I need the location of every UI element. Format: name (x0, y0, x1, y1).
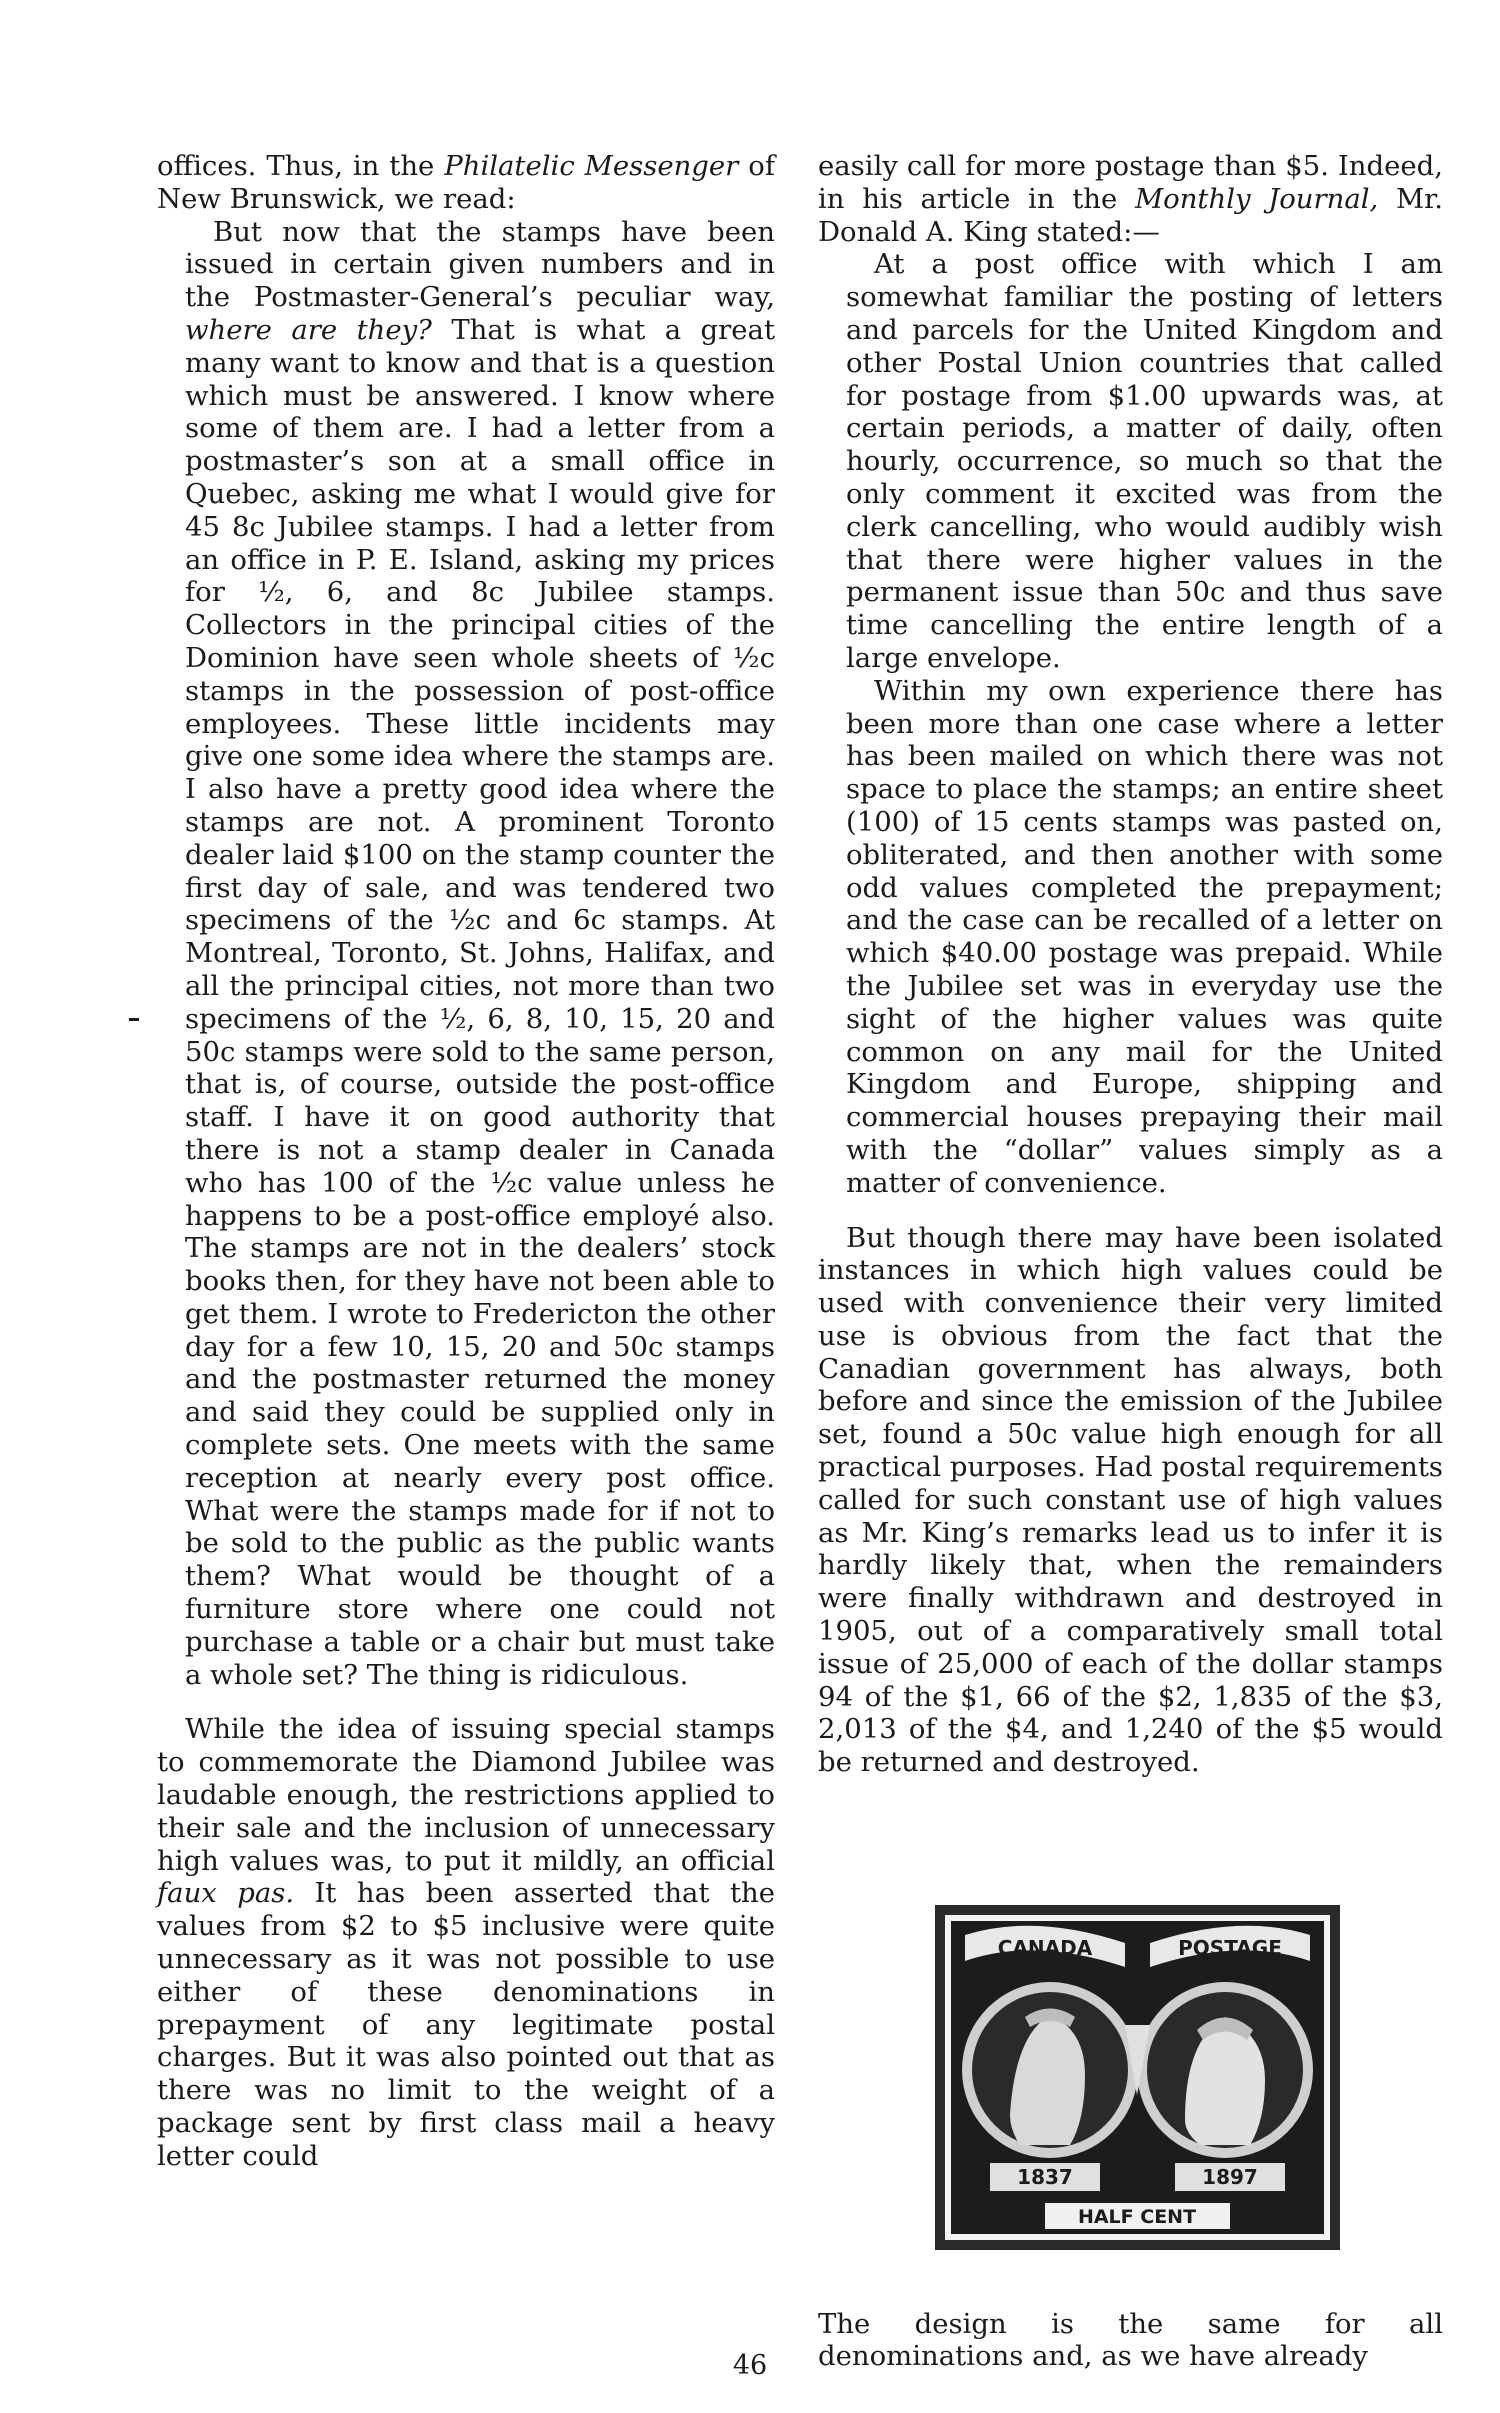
block-quote-king-2: Within my own experience there has been more than one case where a letter has been mailed on which there was not space to place the stamps; an entire sheet (100) of 15 cents stamps was pasted on, obliterated, and then another with some odd values completed the prepayment; and the case can be recalled of a letter on which $40.00 postage was prepaid. While the Jubilee set was in everyday use the sight of the higher values was quite common on any mail for the United Kingdom and Europe, shipping and commercial houses prepaying their mail with the “dollar” values simply as a matter of convenience. (846, 674, 1443, 1199)
block-quote-king-1: At a post office with which I am somewhat familiar the posting of letters and parcels for the United Kingdom and other Postal Union countries that called for postage from $1.00 upwards was, at certain periods, a matter of daily, often hourly, occurrence, so much so that the only comment it excited was from the clerk cancelling, who would audibly wish that there were higher values in the permanent issue than 50c and thus save time cancelling the entire length of a large envelope. (846, 248, 1443, 674)
stamp-caption: The design is the same for all denominations and, as we have already (818, 2307, 1443, 2373)
jubilee-stamp-illustration (935, 1905, 1340, 2250)
stamp-country-text: CANADA (997, 1936, 1093, 1960)
right-paragraph-1: easily call for more postage than $5. Indeed, in his article in the Monthly Journal, Mr. Donald A. King stated:— (818, 150, 1444, 248)
journal-title: Monthly Journal, (1135, 182, 1379, 215)
stamp-denomination: HALF CENT (1077, 2206, 1197, 2228)
stamp-postage-text: POSTAGE (1178, 1936, 1282, 1960)
left-paragraph-2: While the idea of issuing special stamps to commemorate the Diamond Jubilee was laudable enough, the restrictions applied to their sale and the inclusion of unnecessary high values was, to put it mildly, an official faux pas. It has been asserted that the values from $2 to $5 inclusive were quite unnecessary as it was not possible to use either of these denominations in prepayment of any legitimate postal charges. But it was also pointed out that as there was no limit to the weight of a package sent by first class mail a heavy letter could (157, 1713, 775, 2172)
publication-title: Philatelic Messenger (444, 150, 739, 182)
left-column (157, 150, 775, 2173)
right-column (818, 150, 1443, 1779)
stamp-year-right: 1897 (1202, 2165, 1258, 2189)
block-quote-messenger: But now that the stamps have been issued in certain given numbers and in the Postmaster-General’s peculiar way, where are they? That is what a great many want to know and that is a question which must be answered. I know where some of them are. I had a letter from a postmaster’s son at a small office in Quebec, asking me what I would give for 45 8c Jubilee stamps. I had a letter from an office in P. E. Island, asking my prices for ½, 6, and 8c Jubilee stamps. Collectors in the principal cities of the Dominion have seen whole sheets of ½c stamps in the possession of post-office employees. These little incidents may give one some idea where the stamps are. I also have a pretty good idea where the stamps are not. A prominent Toronto dealer laid $100 on the stamp counter the first day of sale, and was tendered two specimens of the ½c and 6c stamps. At Montreal, Toronto, St. Johns, Halifax, and all the principal cities, not more than two specimens of the ½, 6, 8, 10, 15, 20 and 50c stamps were sold to the same person, that is, of course, outside the post-office staff. I have it on good authority that there is not a stamp dealer in Canada who has 100 of the ½c value unless he happens to be a post-office employé also. The stamps are not in the dealers’ stock books then, for they have not been able to get them. I wrote to Fredericton the other day for a few 10, 15, 20 and 50c stamps and the postmaster returned the money and said they could be supplied only in complete sets. One meets with the same reception at nearly every post office. What were the stamps made for if not to be sold to the public as the public wants them? What would be thought of a furniture store where one could not purchase a table or a chair but must take a whole set? The thing is ridiculous. (185, 215, 775, 1691)
page-number: 46 (732, 2350, 768, 2381)
right-paragraph-2: But though there may have been isolated instances in which high values could be used with convenience their very limited use is obvious from the fact that the Canadian government has always, both before and since the emission of the Jubilee set, found a 50c value high enough for all practical purposes. Had postal requirements called for such constant use of high values as Mr. King’s remarks lead us to infer it is hardly likely that, when the remainders were finally withdrawn and destroyed in 1905, out of a comparatively small total issue of 25,000 of each of the dollar stamps 94 of the $1, 66 of the $2, 1,835 of the $3, 2,013 of the $4, and 1,240 of the $5 would be returned and destroyed. (818, 1221, 1443, 1779)
stamp-year-left: 1837 (1017, 2165, 1073, 2189)
margin-mark (129, 1018, 139, 1021)
left-paragraph-1: offices. Thus, in the Philatelic Messenger of New Brunswick, we read: (157, 150, 775, 215)
